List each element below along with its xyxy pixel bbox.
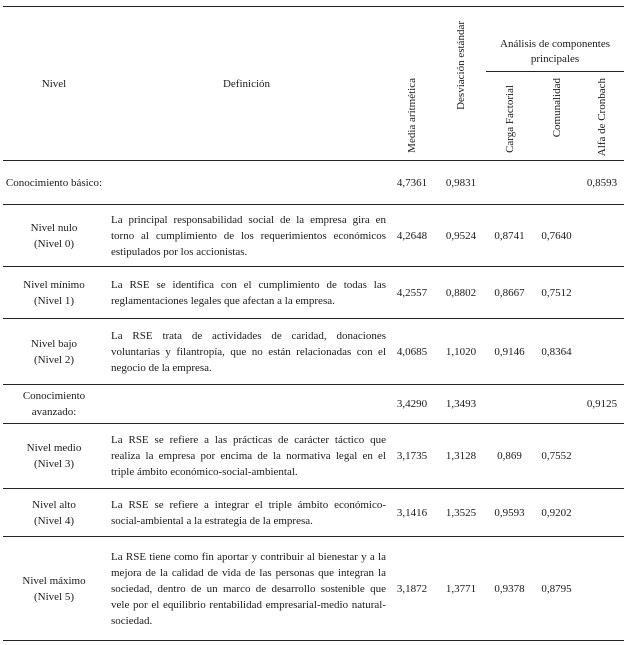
media-cell: 3,1416 bbox=[396, 506, 428, 519]
comunalidad-cell: 0,8364 bbox=[541, 345, 572, 358]
definicion-cell bbox=[105, 161, 388, 205]
header-nivel: Nivel bbox=[3, 7, 105, 161]
desviacion-cell: 0,9524 bbox=[445, 229, 477, 242]
desviacion-cell: 1,3128 bbox=[445, 450, 477, 462]
table-row-conocimiento-basico bbox=[3, 161, 624, 205]
nivel-cell: Conocimiento básico: bbox=[5, 176, 103, 189]
carga-cell: 0,9378 bbox=[494, 582, 525, 595]
carga-cell bbox=[486, 161, 533, 205]
definicion-cell: La RSE se identifica con el cumplimiento de todas las reglamentaciones legales que afectan a la empresa. bbox=[111, 278, 386, 307]
media-cell: 4,2648 bbox=[396, 229, 428, 242]
table-row-nivel-2 bbox=[3, 319, 624, 385]
header-definicion: Definición bbox=[105, 7, 388, 161]
alfa-cell bbox=[580, 319, 624, 385]
carga-cell: 0,8741 bbox=[494, 229, 525, 242]
alfa-cell bbox=[580, 267, 624, 319]
alfa-cell: 0,9125 bbox=[586, 398, 618, 410]
alfa-cell bbox=[580, 537, 624, 641]
definicion-cell bbox=[105, 385, 388, 424]
media-cell: 4,2557 bbox=[396, 286, 428, 299]
comunalidad-cell: 0,7640 bbox=[541, 229, 572, 242]
alfa-cell bbox=[580, 424, 624, 489]
comunalidad-cell: 0,7512 bbox=[541, 286, 572, 299]
carga-cell: 0,9593 bbox=[494, 506, 525, 519]
comunalidad-cell bbox=[533, 385, 580, 424]
definicion-cell: La principal responsabilidad social de la empresa gira en torno al cumplimiento de los requerimientos económicos estipulados por los accionistas. bbox=[111, 213, 386, 258]
table-row-nivel-1 bbox=[3, 267, 624, 319]
definicion-cell: La RSE tiene como fin aportar y contribuir al bienestar y a la mejora de la calidad de vida de las personas que integran la sociedad, dentro de un marco de desarrollo sostenible que vele por el equilibrio rentabilidad empresarial-medio natural-sociedad. bbox=[111, 550, 386, 627]
comunalidad-cell bbox=[533, 161, 580, 205]
media-cell: 3,4290 bbox=[396, 398, 428, 410]
alfa-cell: 0,8593 bbox=[586, 176, 618, 189]
media-cell: 3,1872 bbox=[396, 582, 428, 595]
definicion-cell: La RSE se refiere a integrar el triple ámbito económico-social-ambiental a la estrategia de la empresa. bbox=[111, 498, 386, 527]
rse-levels-table bbox=[3, 6, 624, 641]
table-row-nivel-5 bbox=[3, 537, 624, 641]
nivel-cell: Nivel nulo (Nivel 0) bbox=[30, 221, 78, 250]
nivel-cell: Nivel alto (Nivel 4) bbox=[32, 498, 76, 527]
comunalidad-cell: 0,8795 bbox=[541, 582, 572, 595]
nivel-cell: Nivel bajo (Nivel 2) bbox=[30, 337, 78, 366]
media-cell: 3,1735 bbox=[396, 450, 428, 462]
header-media: Media aritmética bbox=[388, 7, 436, 161]
definicion-cell: La RSE trata de actividades de caridad, donaciones voluntarias y filantropía, que no están relacionadas con el negocio de la empresa. bbox=[111, 329, 386, 374]
nivel-cell: Nivel mínimo (Nivel 1) bbox=[23, 278, 85, 307]
alfa-cell bbox=[580, 489, 624, 537]
table-row-nivel-0 bbox=[3, 205, 624, 267]
carga-cell: 0,9146 bbox=[494, 345, 525, 358]
comunalidad-cell: 0,7552 bbox=[541, 450, 572, 462]
header-comunalidad: Comunalidad bbox=[533, 72, 580, 161]
desviacion-cell: 1,3493 bbox=[445, 398, 477, 410]
desviacion-cell: 0,8802 bbox=[445, 286, 477, 299]
table-row-conocimiento-avanzado bbox=[3, 385, 624, 424]
media-cell: 4,7361 bbox=[396, 176, 428, 189]
desviacion-cell: 0,9831 bbox=[445, 176, 477, 189]
definicion-cell: La RSE se refiere a las prácticas de carácter táctico que realiza la empresa por encima de la normativa legal en el triple ámbito económico-social-ambiental. bbox=[111, 434, 386, 478]
header-desviacion: Desviación estándar bbox=[436, 7, 486, 161]
nivel-cell: Nivel máximo (Nivel 5) bbox=[22, 574, 86, 603]
desviacion-cell: 1,1020 bbox=[445, 345, 477, 358]
desviacion-cell: 1,3525 bbox=[445, 506, 477, 519]
desviacion-cell: 1,3771 bbox=[445, 582, 477, 595]
table-row-nivel-4 bbox=[3, 489, 624, 537]
carga-cell: 0,869 bbox=[497, 450, 522, 462]
carga-cell bbox=[486, 385, 533, 424]
header-alfa-cronbach: Alfa de Cronbach bbox=[580, 72, 624, 161]
comunalidad-cell: 0,9202 bbox=[541, 506, 572, 519]
media-cell: 4,0685 bbox=[396, 345, 428, 358]
header-acp-group: Análisis de componentes principales bbox=[486, 7, 624, 72]
nivel-cell: Nivel medio (Nivel 3) bbox=[26, 442, 82, 470]
carga-cell: 0,8667 bbox=[494, 286, 525, 299]
alfa-cell bbox=[580, 205, 624, 267]
header-carga-factorial: Carga Factorial bbox=[486, 72, 533, 161]
nivel-cell: Conocimiento avanzado: bbox=[22, 390, 86, 418]
table-row-nivel-3 bbox=[3, 424, 624, 489]
